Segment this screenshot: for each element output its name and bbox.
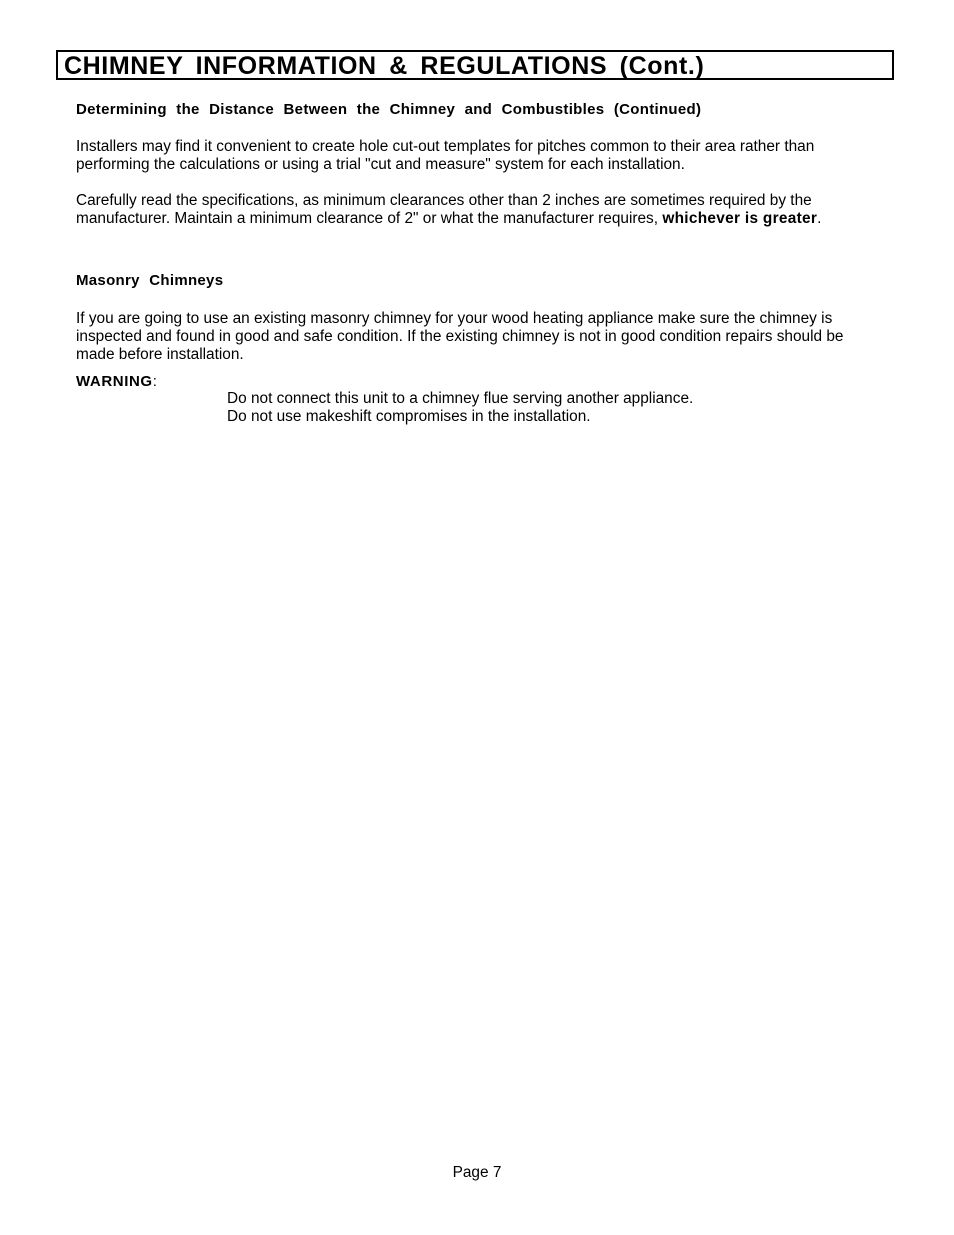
paragraph-masonry: If you are going to use an existing masonry chimney for your wood heating appliance make sure the chimney is inspected and found in good and safe condition. If the existing chimney is not in good condition repairs should be made before installation. — [76, 310, 844, 364]
warning-label-colon: : — [152, 373, 157, 390]
paragraph-clearances-text: Carefully read the specifications, as minimum clearances other than 2 inches are sometimes required by the manufacturer. Maintain a minimum clearance of 2" or what the manufacturer requires, — [76, 192, 812, 228]
section-heading-masonry: Masonry Chimneys — [76, 272, 224, 289]
page-title-box — [56, 50, 894, 80]
section-heading-distance: Determining the Distance Between the Chimney and Combustibles (Continued) — [76, 101, 702, 118]
warning-list — [227, 390, 693, 426]
warning-label — [76, 373, 157, 391]
page-number: Page 7 — [452, 1164, 502, 1181]
warning-line-2: Do not use makeshift compromises in the installation. — [227, 408, 591, 426]
paragraph-clearances — [76, 192, 876, 228]
warning-label-text: WARNING — [76, 373, 153, 390]
warning-line-1: Do not connect this unit to a chimney flue serving another appliance. — [227, 390, 694, 407]
page-title: CHIMNEY INFORMATION & REGULATIONS (Cont.) — [64, 52, 705, 80]
paragraph-templates: Installers may find it convenient to create hole cut-out templates for pitches common to their area rather than performing the calculations or using a trial "cut and measure" system for each installation. — [76, 138, 815, 174]
paragraph-clearances-emphasis: whichever is greater — [662, 210, 818, 228]
paragraph-clearances-end: . — [817, 210, 822, 228]
